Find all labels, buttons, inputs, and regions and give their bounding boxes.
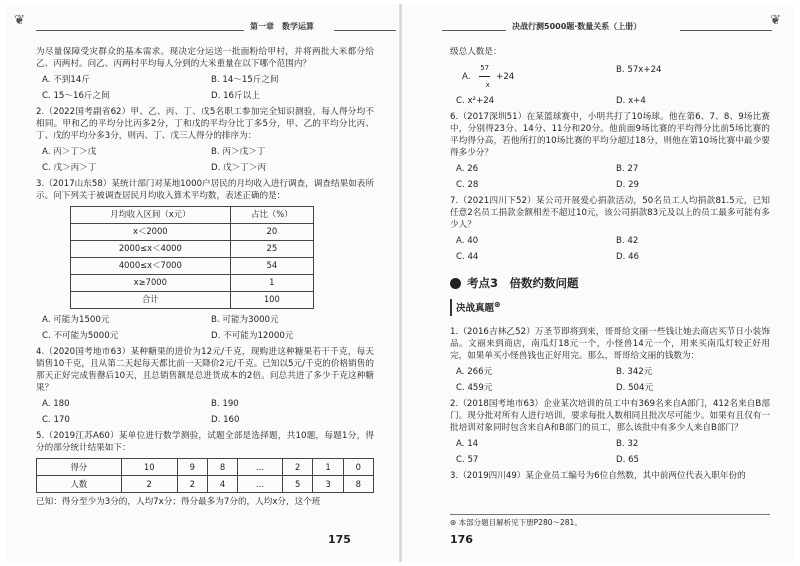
option: B. 190 — [211, 399, 239, 410]
page-number: 176 — [450, 533, 473, 546]
question-text: 为尽量保障受灾群众的基本需求。现决定分运送一批面粉给甲村，并将两批大米都分给乙、丙两村。问乙、丙两村平均每人分到的大米重量在以下哪个范围内？ — [36, 47, 374, 70]
option: B. 27 — [616, 164, 639, 175]
question-text: 级总人数是： — [450, 47, 502, 57]
table-cell: 2 — [283, 459, 313, 476]
option: A. 26 — [456, 164, 479, 175]
header-title: 第一章 数学运算 — [250, 22, 314, 31]
question-text: 1.（2016吉林乙52）万圣节即将到来，哥哥给文丽一些钱让她去商店买节日小装饰品。文丽来到商店，南瓜灯18元一个，小怪兽14元一个，用来买南瓜灯较正好用完，如果单买小怪兽钱也正好用完。那么，哥哥给文丽的钱数为： — [450, 326, 770, 361]
table-cell: 8 — [207, 459, 237, 476]
option: A. 14 — [456, 438, 479, 449]
option: D. 160 — [211, 415, 240, 426]
book-spread — [6, 4, 794, 562]
table-row — [71, 241, 314, 258]
option: C. 28 — [456, 180, 479, 191]
table-header: 月均收入区间（x元） — [71, 207, 231, 224]
options — [36, 144, 374, 176]
ornament-icon: ❦ — [14, 13, 25, 28]
table-cell: 1 — [230, 275, 313, 292]
table-cell: 0 — [343, 459, 373, 476]
table-row — [71, 292, 314, 309]
page-header — [36, 18, 396, 36]
options — [450, 364, 770, 396]
option: D. 不可能为12000元 — [211, 331, 294, 342]
options — [450, 161, 770, 193]
table-cell: 2 — [177, 476, 207, 493]
page-header — [442, 18, 772, 36]
options — [36, 312, 374, 344]
table-cell: 54 — [230, 258, 313, 275]
table-row — [37, 459, 374, 476]
footnote: ⊛ 本部分题目解析见下册P280～281。 — [450, 514, 770, 529]
question-text: 2.（2022国考副省62）甲、乙、丙、丁、戊5名职工参加完全知识测验，每人得分均不相同。甲和乙的平均分比丙多2分，丁和戊的平均分比丁多5分，甲、乙的平均分比丙、丁、戊的平均分多3分，则丙、丁、戊三人得分的排序为： — [36, 107, 374, 142]
option: B. 丙＞戊＞丁 — [211, 147, 266, 158]
question-text: 5.（2019江苏A60）某单位进行数学测验，试题全部是选择题，共10题，每题1分，得分的部分统计结果如下： — [36, 431, 374, 454]
fraction: $\frac{57}{x}$ — [473, 60, 490, 93]
options — [36, 396, 374, 428]
option: B. 可能为3000元 — [211, 315, 279, 326]
option: C. 15～16斤之间 — [42, 91, 110, 102]
option: B. 57x+24 — [616, 65, 662, 76]
table-cell: 4 — [207, 476, 237, 493]
option: A. 丙＞丁＞戊 — [42, 147, 97, 158]
option: A. 266元 — [456, 366, 493, 377]
option: A. 可能为1500元 — [42, 315, 110, 326]
option: A. 180 — [42, 399, 70, 410]
options — [450, 60, 770, 109]
option: A. $\frac{57}{x} +24$ — [450, 60, 610, 93]
option: C. 44 — [456, 252, 479, 263]
table-cell: 8 — [343, 476, 373, 493]
options — [36, 72, 374, 104]
option: A. 不到14斤 — [42, 75, 90, 86]
table-row — [37, 476, 374, 493]
table-cell: 4000≤x＜7000 — [71, 258, 231, 275]
section-heading — [450, 275, 770, 291]
section-title: 考点3 倍数约数问题 — [467, 276, 579, 291]
right-content — [450, 46, 770, 484]
question-text: 3.（2019四川49）某企业员工编号为6位自然数，其中前两位代表入职年份的 — [450, 470, 746, 481]
option: D. 29 — [616, 180, 640, 191]
option: C. x²+24 — [456, 96, 495, 107]
question-text: 3.（2017山东58）某统计部门对某地1000户居民的月均收入进行调查，调查结果如表所示。问下列关于被调查居民月均收入算术平均数，表述正确的是： — [36, 179, 374, 202]
table-header: 占比（%） — [230, 207, 313, 224]
option: C. 57 — [456, 454, 479, 465]
option: C. 戊＞丙＞丁 — [42, 163, 97, 174]
table-cell: 25 — [230, 241, 313, 258]
option: C. 170 — [42, 415, 70, 426]
option: D. 戊＞丁＞丙 — [211, 163, 267, 174]
table-row — [71, 224, 314, 241]
table-cell: 合计 — [71, 292, 231, 309]
option: D. 46 — [616, 252, 640, 263]
option: A. 40 — [456, 236, 479, 247]
options — [450, 436, 770, 468]
option: B. 342元 — [616, 366, 653, 377]
table-cell: 10 — [121, 459, 177, 476]
table-row — [71, 258, 314, 275]
ornament-icon: ❦ — [770, 13, 781, 28]
table-cell: 得分 — [37, 459, 122, 476]
question-text: 6.（2017深圳51）在某篮球赛中，小明共打了10场球。他在第6、7、8、9场比赛中，分别得23分、14分、11分和20分。他前面9场比赛的平均得分比前5场比赛的平均得分高，若他所打的10场比赛的平均分超过18分，则他在第10场比赛中最少要得多少分？ — [450, 112, 770, 159]
option: C. 不可能为5000元 — [42, 331, 119, 342]
bullet-icon — [450, 278, 461, 289]
table-cell: x＜2000 — [71, 224, 231, 241]
table-cell: … — [238, 459, 283, 476]
option: B. 14～15斤之间 — [211, 75, 279, 86]
table-cell: 5 — [283, 476, 313, 493]
table-cell: 100 — [230, 292, 313, 309]
question-text: 2.（2018国考地市63）企业某次培训的员工中有369名来自A部门，412名来自B部门。现分批对所有人进行培训，要求每批人数相同且批次尽可能少。如果有且仅有一批培训对象同时包含来自A和B部门的员工，那么该批中有多少人来自B部门？ — [450, 398, 770, 433]
header-title: 决战行测5000题·数量关系（上册） — [512, 22, 642, 31]
question-text: 4.（2020国考地市63）某种糖果的进价为12元/千克，现购进这种糖果若干千克，每天销售10千克，且从第二天起每天都比前一天降价2元/千克。已知以5元/千克的价格销售的那天正好完成售罄后10天，且总销售额是总进货成本的2倍。问总共进了多少千克这种糖果？ — [36, 347, 374, 394]
table-cell: … — [238, 476, 283, 493]
options — [450, 233, 770, 265]
left-page — [6, 4, 400, 562]
left-content — [36, 46, 374, 510]
table-cell: 人数 — [37, 476, 122, 493]
option: D. 504元 — [616, 382, 654, 393]
table-cell: x≥7000 — [71, 275, 231, 292]
question-text: 7.（2021四川下52）某公司开展爱心捐款活动，50名员工人均捐款81.5元，已知任意2名员工捐款金额相差不超过10元，该公司捐款83元及以上的员工最多可能有多少人？ — [450, 196, 770, 231]
table-cell: 1 — [313, 459, 343, 476]
right-page — [402, 4, 794, 562]
income-table — [70, 206, 314, 309]
option: B. 32 — [616, 438, 639, 449]
table-cell: 20 — [230, 224, 313, 241]
table-cell: 9 — [177, 459, 207, 476]
table-cell: 2000≤x＜4000 — [71, 241, 231, 258]
option: D. 16斤以上 — [211, 91, 260, 102]
table-row — [71, 275, 314, 292]
question-text: 已知：得分至少为3分的，人均7x分；得分最多为7分的，人均x分，这个班 — [36, 497, 321, 508]
option: D. 65 — [616, 454, 640, 465]
table-cell: 3 — [313, 476, 343, 493]
option: D. x+4 — [616, 96, 646, 107]
subsection-heading: 决战真题⊛ — [450, 299, 770, 315]
note-mark-icon: ⊛ — [494, 300, 501, 310]
table-cell: 2 — [121, 476, 177, 493]
score-table — [36, 458, 374, 493]
option: C. 459元 — [456, 382, 493, 393]
option: B. 42 — [616, 236, 639, 247]
page-number: 175 — [328, 533, 351, 546]
